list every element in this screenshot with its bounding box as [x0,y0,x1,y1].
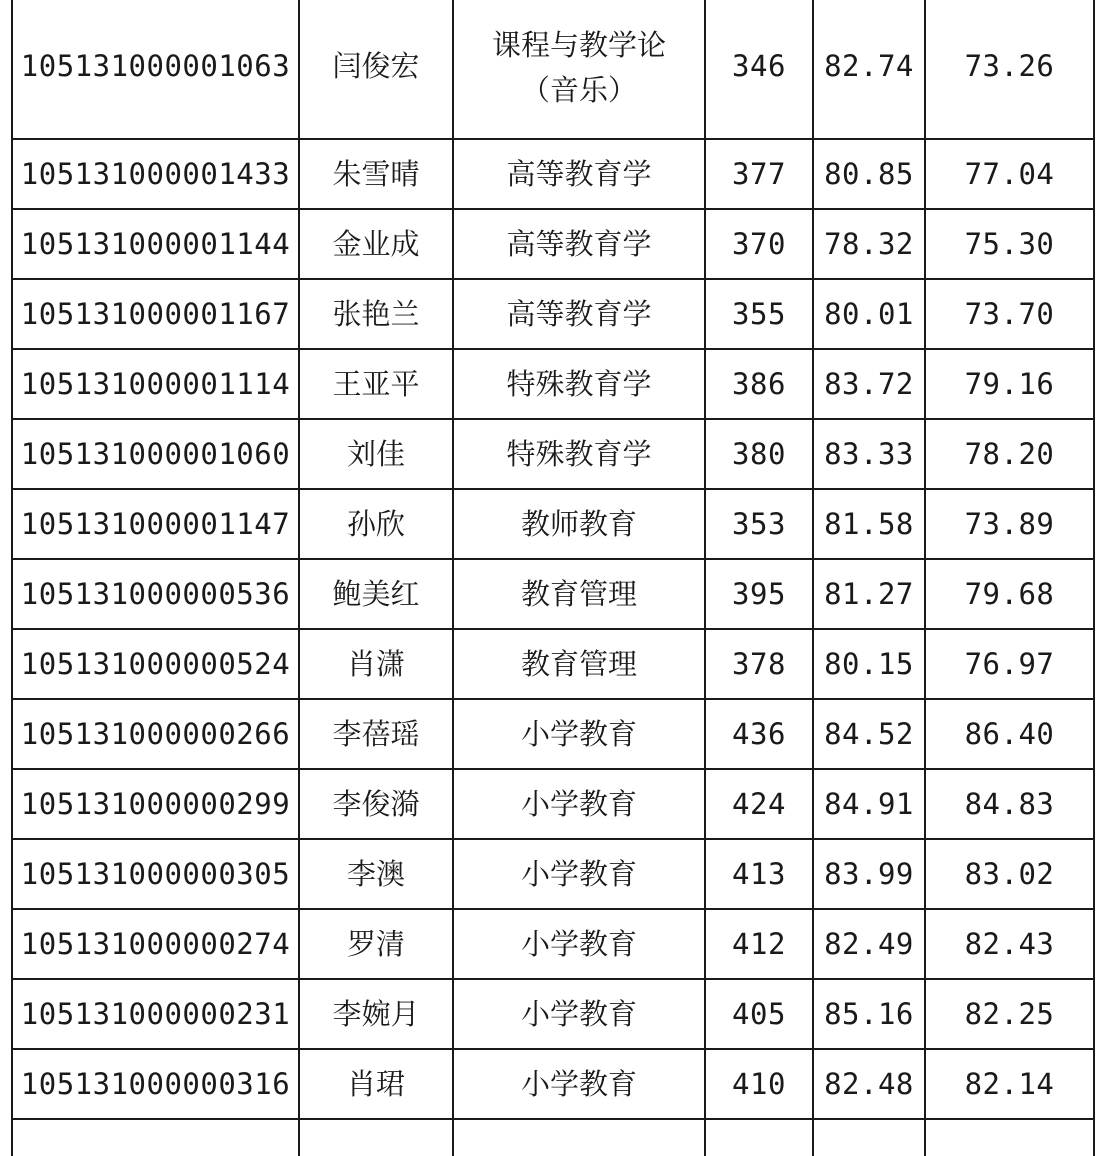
total-score-cell: 79.16 [925,349,1094,419]
retest-score-cell: 81.58 [813,489,925,559]
table-row [12,489,1094,559]
candidate-name-cell: 李蓓瑶 [299,699,453,769]
candidate-name-cell: 闫俊宏 [299,0,453,139]
major-cell [453,559,705,629]
initial-score-cell: 377 [705,139,813,209]
retest-score-cell: 80.01 [813,279,925,349]
retest-score-cell: 80.15 [813,629,925,699]
candidate-id-cell: 105131000000305 [12,839,299,909]
candidate-name-cell: 肖潇 [299,629,453,699]
retest-score-cell: 78.32 [813,209,925,279]
initial-score-cell: 412 [705,909,813,979]
candidate-name-cell: 罗清 [299,909,453,979]
major-cell [453,769,705,839]
initial-score-cell [705,1119,813,1156]
major-cell [453,0,705,139]
retest-score-cell: 82.49 [813,909,925,979]
candidate-id-cell: 105131000000316 [12,1049,299,1119]
total-score-cell: 82.14 [925,1049,1094,1119]
major-cell [453,839,705,909]
table-body [12,0,1094,1156]
candidate-name-cell: 鲍美红 [299,559,453,629]
candidate-name-cell: 孙欣 [299,489,453,559]
retest-score-cell: 83.99 [813,839,925,909]
total-score-cell: 82.43 [925,909,1094,979]
candidate-id-cell: 105131000000536 [12,559,299,629]
candidate-id-cell: 105131000001060 [12,419,299,489]
total-score-cell: 73.26 [925,0,1094,139]
total-score-cell: 77.04 [925,139,1094,209]
retest-score-cell: 80.85 [813,139,925,209]
candidate-id-cell: 105131000001144 [12,209,299,279]
table-row [12,979,1094,1049]
candidate-id-cell: 105131000000524 [12,629,299,699]
major-line: 教育管理 [520,576,637,611]
retest-score-cell [813,1119,925,1156]
major-cell [453,139,705,209]
total-score-cell: 78.20 [925,419,1094,489]
candidate-id-cell: 105131000001167 [12,279,299,349]
candidate-id-cell: 105131000001063 [12,0,299,139]
retest-score-cell: 84.91 [813,769,925,839]
candidate-name-cell: 李俊漪 [299,769,453,839]
retest-score-cell: 85.16 [813,979,925,1049]
initial-score-cell: 353 [705,489,813,559]
initial-score-cell: 370 [705,209,813,279]
table-row [12,0,1094,139]
major-line: （音乐） [520,73,637,107]
candidate-id-cell: 105131000000274 [12,909,299,979]
major-cell [453,699,705,769]
major-cell [453,1049,705,1119]
table-row [12,839,1094,909]
retest-score-cell: 81.27 [813,559,925,629]
total-score-cell: 82.25 [925,979,1094,1049]
candidate-id-cell: 105131000000231 [12,979,299,1049]
major-line: 小学教育 [520,786,637,821]
initial-score-cell: 395 [705,559,813,629]
initial-score-cell: 380 [705,419,813,489]
major-cell [453,909,705,979]
candidate-name-cell: 李婉月 [299,979,453,1049]
total-score-cell: 86.40 [925,699,1094,769]
major-cell [453,629,705,699]
total-score-cell [925,1119,1094,1156]
major-line: 高等教育学 [506,296,652,331]
table-row [12,909,1094,979]
candidate-id-cell: 105131000001147 [12,489,299,559]
table-row [12,629,1094,699]
candidate-name-cell [299,1119,453,1156]
candidate-name-cell: 王亚平 [299,349,453,419]
total-score-cell: 73.89 [925,489,1094,559]
total-score-cell: 75.30 [925,209,1094,279]
initial-score-cell: 386 [705,349,813,419]
major-cell [453,419,705,489]
admission-score-table [11,0,1095,1156]
total-score-cell: 76.97 [925,629,1094,699]
major-line: 特殊教育学 [506,366,652,401]
major-line: 小学教育 [520,926,637,961]
candidate-id-cell: 105131000000266 [12,699,299,769]
candidate-name-cell: 朱雪晴 [299,139,453,209]
retest-score-cell: 84.52 [813,699,925,769]
total-score-cell: 73.70 [925,279,1094,349]
major-cell [453,349,705,419]
major-line: 教育管理 [520,646,637,681]
table-row [12,419,1094,489]
candidate-name-cell: 张艳兰 [299,279,453,349]
major-line: 高等教育学 [506,226,652,261]
initial-score-cell: 436 [705,699,813,769]
initial-score-cell: 378 [705,629,813,699]
candidate-name-cell: 肖珺 [299,1049,453,1119]
major-line: 小学教育 [520,996,637,1031]
major-line: 小学教育 [520,716,637,751]
major-line: 小学教育 [520,1066,637,1101]
initial-score-cell: 346 [705,0,813,139]
retest-score-cell: 82.74 [813,0,925,139]
initial-score-cell: 413 [705,839,813,909]
major-cell [453,979,705,1049]
candidate-name-cell: 刘佳 [299,419,453,489]
major-cell [453,279,705,349]
retest-score-cell: 83.72 [813,349,925,419]
table-row [12,349,1094,419]
candidate-id-cell: 105131000001433 [12,139,299,209]
table-row [12,139,1094,209]
major-cell [453,209,705,279]
table-row [12,279,1094,349]
major-line: 教师教育 [520,506,637,541]
major-line: 小学教育 [520,856,637,891]
table-row [12,769,1094,839]
initial-score-cell: 405 [705,979,813,1049]
candidate-id-cell [12,1119,299,1156]
table-row [12,699,1094,769]
candidate-name-cell: 李澳 [299,839,453,909]
initial-score-cell: 410 [705,1049,813,1119]
major-line: 特殊教育学 [506,436,652,471]
total-score-cell: 79.68 [925,559,1094,629]
initial-score-cell: 424 [705,769,813,839]
total-score-cell: 83.02 [925,839,1094,909]
initial-score-cell: 355 [705,279,813,349]
total-score-cell: 84.83 [925,769,1094,839]
major-cell [453,1119,705,1156]
candidate-id-cell: 105131000000299 [12,769,299,839]
candidate-name-cell: 金业成 [299,209,453,279]
major-line: 高等教育学 [506,156,652,191]
major-line: 课程与教学论 [491,28,666,63]
retest-score-cell: 83.33 [813,419,925,489]
retest-score-cell: 82.48 [813,1049,925,1119]
major-cell [453,489,705,559]
table-row [12,209,1094,279]
table-row [12,1119,1094,1156]
table-row [12,1049,1094,1119]
table-row [12,559,1094,629]
candidate-id-cell: 105131000001114 [12,349,299,419]
